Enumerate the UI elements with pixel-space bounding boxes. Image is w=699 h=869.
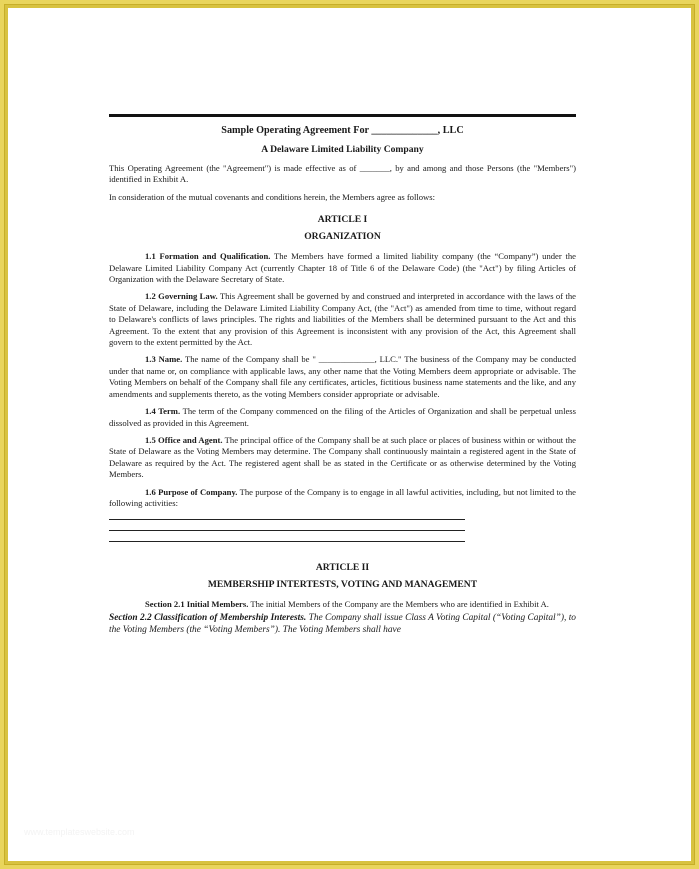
section-heading: 1.4 Term.: [145, 406, 181, 417]
intro-paragraph: This Operating Agreement (the "Agreement") is made effective as of _______, by and among and those Persons (the "Members") identified in Exhibit A.: [109, 163, 576, 185]
blank-line: [109, 519, 465, 520]
article-1-number: ARTICLE I: [317, 214, 368, 226]
section-text: The purpose of the Company is to engage in all lawful activities, including, but not limited to the following activities:: [109, 486, 576, 508]
section-2-2: [109, 613, 576, 637]
section-1-2: [109, 291, 576, 348]
section-text: This Agreement shall be governed by and construed and interpreted in accordance with the laws of the State of Delaware, including the Delaware Limited Liability Company Act, (the "Act") as amended from time to time, without regard to Delaware's conflicts of laws principles. The rights and liabilities of the Members shall be determined pursuant to the Act and this Agreement. To the extent that any provision of this Agreement is inconsistent with any provision of the Act, this Agreement shall govern to the extent permitted by the Act.: [109, 291, 576, 348]
section-text: The term of the Company commenced on the filing of the Articles of Organization and shall be perpetual unless dissolved as provided in this Agreement.: [109, 406, 576, 428]
article-1-name: ORGANIZATION: [304, 231, 381, 243]
article-2-number: ARTICLE II: [315, 562, 370, 574]
section-1-3: [109, 354, 576, 400]
blank-lines: [109, 519, 576, 542]
document-title: Sample Operating Agreement For _____________, LLC: [221, 125, 464, 136]
section-text: The principal office of the Company shall be at such place or places of business within or without the State of Delaware as the Voting Members may determine. The Company shall continuously maintain a registered agent in the State of Delaware as required by the Act. The registered agent shall be as stated in the Certificate or as otherwise determined by the Voting Members.: [109, 434, 576, 480]
section-2-1: [109, 599, 576, 610]
section-heading: Section 2.1 Initial Members.: [145, 599, 249, 610]
document-subtitle: A Delaware Limited Liability Company: [261, 144, 424, 155]
section-1-1: [109, 251, 576, 285]
section-1-6: [109, 487, 576, 510]
watermark: www.templateswebsite.com: [24, 827, 135, 837]
section-heading: Section 2.2 Classification of Membership Interests.: [109, 612, 307, 623]
consideration-paragraph: In consideration of the mutual covenants and conditions herein, the Members agree as follows:: [109, 191, 435, 202]
section-1-5: [109, 435, 576, 481]
section-heading: 1.5 Office and Agent.: [145, 434, 223, 445]
blank-line: [109, 530, 465, 531]
article-2-name: MEMBERSHIP INTERTESTS, VOTING AND MANAGEMENT: [207, 579, 478, 591]
section-1-4: [109, 406, 576, 429]
section-text: The initial Members of the Company are the Members who are identified in Exhibit A.: [248, 599, 549, 610]
document-content: [109, 114, 576, 636]
section-heading: 1.3 Name.: [145, 354, 183, 365]
top-rule: [109, 114, 576, 117]
section-heading: 1.1 Formation and Qualification.: [145, 251, 271, 262]
section-text: The Members have formed a limited liability company (the “Company”) under the Delaware Limited Liability Company Act (currently Chapter 18 of Title 6 of the Delaware Code) (the "Act") by filing Articles of Organization with the Delaware Secretary of State.: [109, 251, 576, 285]
section-text: The Company shall issue Class A Voting Capital (“Voting Capital”), to the Voting Members (the “Voting Members”). The Voting Members shall have: [109, 612, 576, 635]
section-text: The name of the Company shall be " _____________, LLC." The business of the Company may be conducted under that name or, on compliance with applicable laws, any other name that the Voting Members deem appropriate or advisable. The Voting Members on behalf of the Company shall file any certificates, articles, fictitious business name statements and the like, and any amendments and supplements thereto, as the voting Members consider appropriate or advisable.: [109, 354, 577, 399]
blank-line: [109, 541, 465, 542]
section-heading: 1.2 Governing Law.: [145, 291, 218, 302]
section-heading: 1.6 Purpose of Company.: [145, 486, 238, 497]
